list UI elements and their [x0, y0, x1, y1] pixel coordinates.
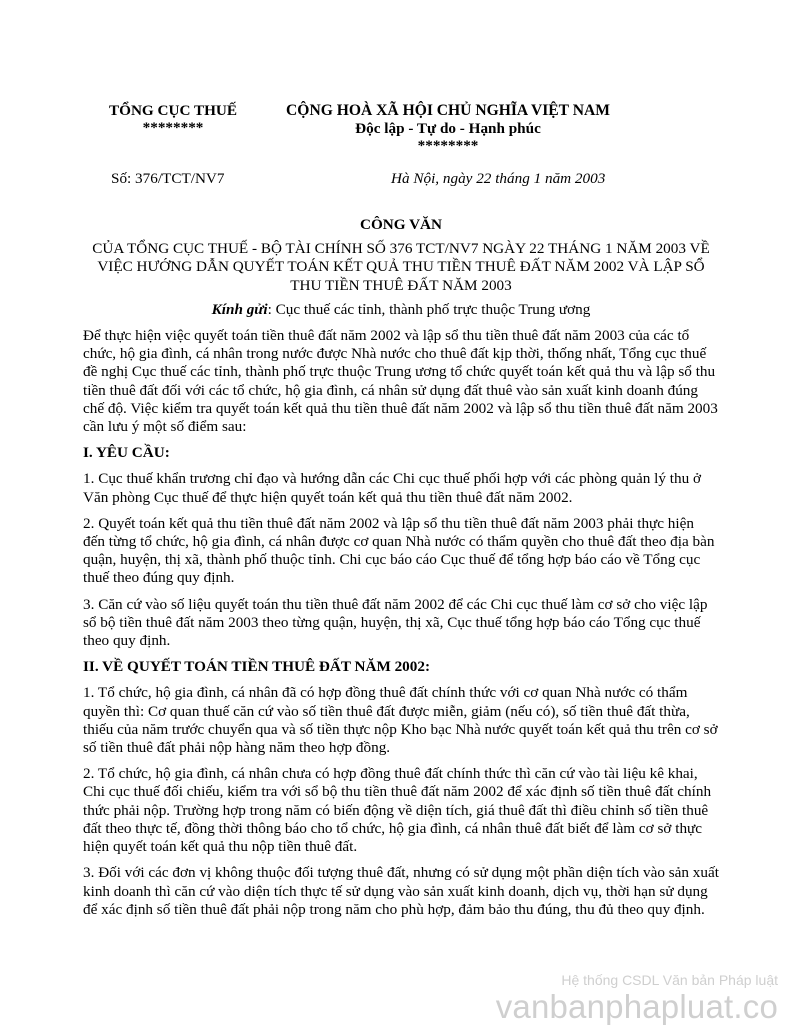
section-2-paragraph-3: 3. Đối với các đơn vị không thuộc đối tượng thuê đất, nhưng có sử dụng một phần diện tích vào sản xuất kinh doanh thì căn cứ vào diện tích thực tế sử dụng vào sản xuất kinh doanh, dịch vụ, thời hạn sử dụng để xác định số tiền thuê đất phải nộp trong năm cho phù hợp, đảm bảo thu đúng, thu đủ theo quy định. — [83, 864, 719, 918]
recipient-label: Kính gửi — [211, 300, 268, 318]
intro-paragraph: Để thực hiện việc quyết toán tiền thuê đất năm 2002 và lập sổ thu tiền thuê đất năm 2003 của các tổ chức, hộ gia đình, cá nhân trong nước được Nhà nước cho thuê đất kịp thời, thống nhất, Tổng cục thuế đề nghị Cục thuế các tỉnh, thành phố trực thuộc Trung ương tổ chức quyết toán kết quả thu và lập sổ thu tiền thuê đất đối với các tổ chức, hộ gia đình, cá nhân sử dụng đất thuê vào sản xuất kinh doanh đúng chế độ. Việc kiểm tra quyết toán kết quả thu tiền thuê đất năm 2002 và lập sổ thu tiền thuê đất năm 2003 cần lưu ý một số điểm sau: — [83, 327, 718, 436]
document-title: CỦA TỔNG CỤC THUẾ - BỘ TÀI CHÍNH SỐ 376 TCT/NV7 NGÀY 22 THÁNG 1 NĂM 2003 VỀ VIỆC HƯỚNG DẪN QUYẾT TOÁN KẾT QUẢ THU TIỀN THUÊ ĐẤT NĂM 2002 VÀ LẬP SỔ THU TIỀN THUÊ ĐẤT NĂM 2003 — [92, 240, 710, 294]
issuing-agency-block — [83, 102, 263, 135]
motto-separator: ******** — [417, 137, 479, 155]
document-number: Số: 376/TCT/NV7 — [111, 170, 225, 187]
watermark-site-name: vanbanphapluat.co — [495, 988, 778, 1025]
agency-separator: ******** — [142, 119, 204, 137]
section-2-paragraph-1: 1. Tổ chức, hộ gia đình, cá nhân đã có hợp đồng thuê đất chính thức với cơ quan Nhà nước có thẩm quyền thì: Cơ quan thuế căn cứ vào số tiền thuê đất được miễn, giảm (nếu có), số tiền thuê đất thừa, thiếu của năm trước chuyển qua và số tiền thực nộp Kho bạc Nhà nước quyết toán kết quả thu trên cơ sở số tiền thuê đất phải nộp hàng năm theo hợp đồng. — [83, 684, 718, 757]
recipient-line — [83, 301, 719, 319]
issuing-agency: TỔNG CỤC THUẾ — [109, 102, 237, 119]
document-meta — [83, 164, 719, 204]
document-type: CÔNG VĂN — [360, 216, 442, 233]
section-2-heading: II. VỀ QUYẾT TOÁN TIỀN THUÊ ĐẤT NĂM 2002: — [83, 658, 431, 676]
document-page — [83, 96, 719, 927]
national-title-block — [283, 102, 613, 153]
national-title: CỘNG HOÀ XÃ HỘI CHỦ NGHĨA VIỆT NAM — [286, 102, 610, 119]
site-watermark — [496, 971, 778, 1025]
national-motto: Độc lập - Tự do - Hạnh phúc — [355, 120, 541, 138]
document-header — [83, 96, 719, 154]
section-1-paragraph-1: 1. Cục thuế khẩn trương chỉ đạo và hướng dẫn các Chi cục thuế phối hợp với các phòng quản lý thu ở Văn phòng Cục thuế để thực hiện quyết toán kết quả thu tiền thuê đất năm 2002. — [83, 470, 701, 506]
section-1-paragraph-2: 2. Quyết toán kết quả thu tiền thuê đất năm 2002 và lập sổ thu tiền thuê đất năm 2003 phải thực hiện đến từng tổ chức, hộ gia đình, cá nhân được cơ quan Nhà nước có thẩm quyền cho thuê đất theo địa bàn quận, huyện, thị xã, thành phố thuộc tỉnh. Chi cục báo cáo Cục thuế để tổng hợp báo cáo về Tổng cục thuế theo đúng quy định. — [83, 514, 715, 587]
document-date: Hà Nội, ngày 22 tháng 1 năm 2003 — [391, 170, 606, 187]
section-2-paragraph-2: 2. Tổ chức, hộ gia đình, cá nhân chưa có hợp đồng thuê đất chính thức thì căn cứ vào tài liệu kê khai, Chi cục thuế đối chiếu, kiểm tra với sổ bộ thu tiền thuê đất năm 2002 để xác định số tiền thuê đất chính thức phải nộp. Trường hợp trong năm có biến động về diện tích, giá thuê đất thì điều chỉnh số tiền thuê đất theo thực tế, đồng thời thông báo cho tổ chức, hộ gia đình, cá nhân thuê đất biết để làm cơ sở thực hiện quyết toán kết quả thu nộp tiền thuê đất. — [83, 765, 712, 856]
section-1-heading: I. YÊU CẦU: — [83, 444, 170, 462]
section-1-paragraph-3: 3. Căn cứ vào số liệu quyết toán thu tiền thuê đất năm 2002 để các Chi cục thuế làm cơ sở cho việc lập sổ bộ tiền thuê đất năm 2003 theo từng quận, huyện, thị xã, Cục thuế tổng hợp báo cáo Tổng cục thuế theo quy định. — [83, 595, 708, 650]
watermark-caption: Hệ thống CSDL Văn bản Pháp luật — [561, 972, 778, 988]
recipient-text: : Cục thuế các tỉnh, thành phố trực thuộc Trung ương — [267, 300, 591, 318]
